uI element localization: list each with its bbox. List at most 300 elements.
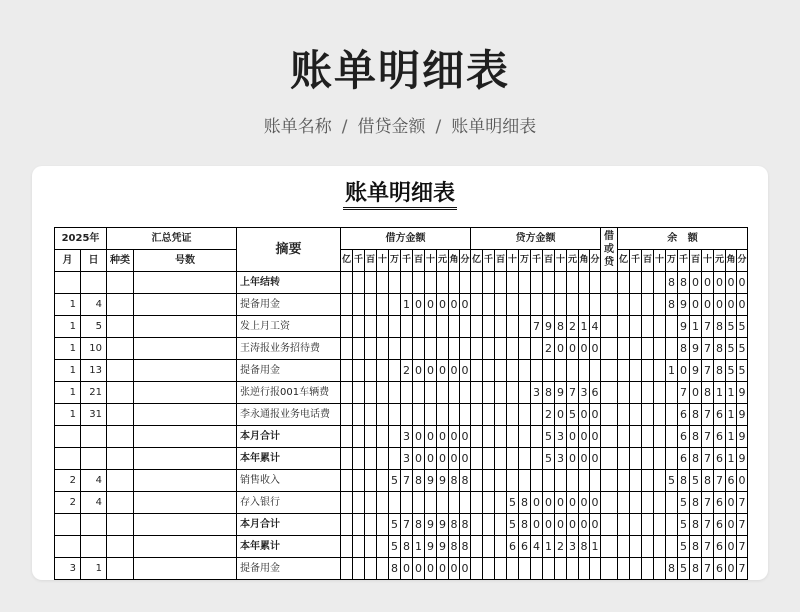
direction-cell[interactable]: [601, 382, 618, 404]
balance-digit-cell[interactable]: 9: [690, 338, 702, 360]
debit-digit-cell[interactable]: [365, 470, 377, 492]
balance-digit-cell[interactable]: 9: [737, 426, 748, 448]
credit-digit-cell[interactable]: [471, 536, 483, 558]
credit-digit-cell[interactable]: [579, 294, 590, 316]
credit-digit-cell[interactable]: 0: [590, 426, 601, 448]
type-cell[interactable]: [107, 360, 134, 382]
credit-digit-cell[interactable]: [483, 558, 495, 580]
direction-cell[interactable]: [601, 360, 618, 382]
debit-digit-cell[interactable]: 0: [413, 294, 425, 316]
breadcrumb-item[interactable]: 账单名称: [263, 117, 332, 137]
table-row[interactable]: [55, 448, 748, 470]
debit-digit-cell[interactable]: [449, 316, 460, 338]
debit-digit-cell[interactable]: 0: [413, 448, 425, 470]
credit-digit-cell[interactable]: 8: [579, 536, 590, 558]
balance-digit-cell[interactable]: 0: [714, 294, 726, 316]
balance-digit-cell[interactable]: 5: [737, 360, 748, 382]
balance-digit-cell[interactable]: 8: [690, 536, 702, 558]
summary-cell[interactable]: 销售收入: [237, 470, 341, 492]
number-cell[interactable]: [134, 316, 237, 338]
balance-digit-cell[interactable]: 7: [702, 514, 714, 536]
balance-digit-cell[interactable]: 8: [690, 404, 702, 426]
balance-digit-cell[interactable]: 7: [702, 404, 714, 426]
debit-digit-cell[interactable]: [389, 272, 401, 294]
debit-digit-cell[interactable]: 5: [389, 514, 401, 536]
day-cell[interactable]: 4: [81, 470, 107, 492]
balance-digit-cell[interactable]: [654, 360, 666, 382]
table-row[interactable]: [55, 316, 748, 338]
debit-digit-cell[interactable]: [341, 448, 353, 470]
credit-digit-cell[interactable]: [471, 426, 483, 448]
number-cell[interactable]: [134, 448, 237, 470]
debit-digit-cell[interactable]: [377, 492, 389, 514]
credit-digit-cell[interactable]: [483, 536, 495, 558]
credit-digit-cell[interactable]: [483, 316, 495, 338]
balance-digit-cell[interactable]: 8: [666, 272, 678, 294]
balance-digit-cell[interactable]: 9: [737, 404, 748, 426]
balance-digit-cell[interactable]: 8: [702, 470, 714, 492]
balance-digit-cell[interactable]: [654, 536, 666, 558]
balance-digit-cell[interactable]: 5: [737, 338, 748, 360]
balance-digit-cell[interactable]: [630, 492, 642, 514]
balance-digit-cell[interactable]: 0: [714, 272, 726, 294]
number-cell[interactable]: [134, 404, 237, 426]
debit-digit-cell[interactable]: 8: [449, 536, 460, 558]
debit-digit-cell[interactable]: [437, 382, 449, 404]
credit-digit-cell[interactable]: 2: [543, 404, 555, 426]
type-cell[interactable]: [107, 316, 134, 338]
credit-digit-cell[interactable]: [495, 272, 507, 294]
credit-digit-cell[interactable]: 0: [567, 448, 579, 470]
debit-digit-cell[interactable]: [365, 294, 377, 316]
credit-digit-cell[interactable]: [567, 272, 579, 294]
debit-digit-cell[interactable]: [377, 294, 389, 316]
balance-digit-cell[interactable]: [630, 294, 642, 316]
credit-digit-cell[interactable]: 0: [531, 492, 543, 514]
credit-digit-cell[interactable]: 3: [579, 382, 590, 404]
debit-digit-cell[interactable]: [401, 404, 413, 426]
debit-digit-cell[interactable]: 0: [413, 558, 425, 580]
debit-digit-cell[interactable]: 0: [413, 360, 425, 382]
balance-digit-cell[interactable]: [618, 316, 630, 338]
credit-digit-cell[interactable]: 8: [543, 382, 555, 404]
balance-digit-cell[interactable]: [630, 382, 642, 404]
debit-digit-cell[interactable]: 8: [449, 514, 460, 536]
debit-digit-cell[interactable]: 0: [460, 426, 471, 448]
credit-digit-cell[interactable]: 2: [567, 316, 579, 338]
balance-digit-cell[interactable]: [618, 558, 630, 580]
balance-digit-cell[interactable]: 5: [678, 514, 690, 536]
credit-digit-cell[interactable]: 0: [590, 514, 601, 536]
credit-digit-cell[interactable]: [519, 316, 531, 338]
credit-digit-cell[interactable]: 6: [507, 536, 519, 558]
balance-digit-cell[interactable]: [618, 536, 630, 558]
day-cell[interactable]: [81, 536, 107, 558]
balance-digit-cell[interactable]: [618, 492, 630, 514]
debit-digit-cell[interactable]: [365, 514, 377, 536]
balance-digit-cell[interactable]: [654, 316, 666, 338]
debit-digit-cell[interactable]: [353, 404, 365, 426]
balance-digit-cell[interactable]: [642, 360, 654, 382]
balance-digit-cell[interactable]: [642, 404, 654, 426]
debit-digit-cell[interactable]: [401, 492, 413, 514]
debit-digit-cell[interactable]: 1: [401, 294, 413, 316]
credit-digit-cell[interactable]: [483, 426, 495, 448]
debit-digit-cell[interactable]: [353, 360, 365, 382]
debit-digit-cell[interactable]: [449, 382, 460, 404]
debit-digit-cell[interactable]: [460, 272, 471, 294]
credit-digit-cell[interactable]: 0: [590, 448, 601, 470]
balance-digit-cell[interactable]: 7: [702, 360, 714, 382]
debit-digit-cell[interactable]: [413, 338, 425, 360]
debit-digit-cell[interactable]: [437, 404, 449, 426]
debit-digit-cell[interactable]: 0: [413, 426, 425, 448]
month-cell[interactable]: [55, 426, 81, 448]
debit-digit-cell[interactable]: [353, 492, 365, 514]
number-cell[interactable]: [134, 338, 237, 360]
credit-digit-cell[interactable]: 0: [590, 404, 601, 426]
credit-digit-cell[interactable]: [471, 294, 483, 316]
balance-digit-cell[interactable]: 0: [737, 272, 748, 294]
balance-digit-cell[interactable]: 9: [737, 382, 748, 404]
credit-digit-cell[interactable]: [531, 272, 543, 294]
credit-digit-cell[interactable]: 0: [579, 338, 590, 360]
balance-digit-cell[interactable]: 7: [702, 316, 714, 338]
credit-digit-cell[interactable]: [507, 558, 519, 580]
credit-digit-cell[interactable]: [507, 272, 519, 294]
credit-digit-cell[interactable]: [555, 272, 567, 294]
debit-digit-cell[interactable]: [401, 272, 413, 294]
number-cell[interactable]: [134, 272, 237, 294]
month-cell[interactable]: [55, 272, 81, 294]
debit-digit-cell[interactable]: [365, 426, 377, 448]
credit-digit-cell[interactable]: [471, 338, 483, 360]
balance-digit-cell[interactable]: 5: [678, 536, 690, 558]
credit-digit-cell[interactable]: [567, 360, 579, 382]
debit-digit-cell[interactable]: 0: [449, 294, 460, 316]
day-cell[interactable]: 1: [81, 558, 107, 580]
credit-digit-cell[interactable]: [579, 360, 590, 382]
month-cell[interactable]: [55, 448, 81, 470]
balance-digit-cell[interactable]: [654, 492, 666, 514]
month-cell[interactable]: [55, 536, 81, 558]
summary-cell[interactable]: 本年累计: [237, 536, 341, 558]
credit-digit-cell[interactable]: [579, 470, 590, 492]
credit-digit-cell[interactable]: [471, 360, 483, 382]
debit-digit-cell[interactable]: [413, 316, 425, 338]
credit-digit-cell[interactable]: 7: [567, 382, 579, 404]
credit-digit-cell[interactable]: 4: [531, 536, 543, 558]
balance-digit-cell[interactable]: [654, 272, 666, 294]
debit-digit-cell[interactable]: 0: [425, 558, 437, 580]
balance-digit-cell[interactable]: 0: [678, 360, 690, 382]
balance-digit-cell[interactable]: [666, 536, 678, 558]
credit-digit-cell[interactable]: [567, 294, 579, 316]
balance-digit-cell[interactable]: 6: [714, 558, 726, 580]
credit-digit-cell[interactable]: [519, 294, 531, 316]
balance-digit-cell[interactable]: 8: [714, 360, 726, 382]
credit-digit-cell[interactable]: [495, 558, 507, 580]
balance-digit-cell[interactable]: 8: [678, 338, 690, 360]
credit-digit-cell[interactable]: [471, 272, 483, 294]
debit-digit-cell[interactable]: 5: [389, 470, 401, 492]
balance-digit-cell[interactable]: 8: [714, 316, 726, 338]
debit-digit-cell[interactable]: [365, 382, 377, 404]
balance-digit-cell[interactable]: [666, 382, 678, 404]
credit-digit-cell[interactable]: [495, 426, 507, 448]
credit-digit-cell[interactable]: [507, 382, 519, 404]
balance-digit-cell[interactable]: [642, 272, 654, 294]
debit-digit-cell[interactable]: [437, 492, 449, 514]
debit-digit-cell[interactable]: [389, 360, 401, 382]
credit-digit-cell[interactable]: 0: [590, 492, 601, 514]
direction-cell[interactable]: [601, 272, 618, 294]
month-cell[interactable]: 2: [55, 492, 81, 514]
month-cell[interactable]: 2: [55, 470, 81, 492]
credit-digit-cell[interactable]: [519, 470, 531, 492]
debit-digit-cell[interactable]: 0: [425, 294, 437, 316]
credit-digit-cell[interactable]: [471, 448, 483, 470]
number-cell[interactable]: [134, 492, 237, 514]
balance-digit-cell[interactable]: [618, 272, 630, 294]
balance-digit-cell[interactable]: 0: [737, 294, 748, 316]
month-cell[interactable]: 1: [55, 338, 81, 360]
balance-digit-cell[interactable]: [666, 448, 678, 470]
debit-digit-cell[interactable]: [365, 404, 377, 426]
credit-digit-cell[interactable]: [471, 404, 483, 426]
debit-digit-cell[interactable]: [377, 470, 389, 492]
debit-digit-cell[interactable]: [341, 316, 353, 338]
debit-digit-cell[interactable]: [425, 492, 437, 514]
balance-digit-cell[interactable]: 1: [666, 360, 678, 382]
debit-digit-cell[interactable]: [353, 470, 365, 492]
credit-digit-cell[interactable]: 9: [543, 316, 555, 338]
debit-digit-cell[interactable]: 0: [449, 426, 460, 448]
debit-digit-cell[interactable]: 0: [449, 448, 460, 470]
summary-cell[interactable]: 王涛报业务招待费: [237, 338, 341, 360]
debit-digit-cell[interactable]: [377, 382, 389, 404]
debit-digit-cell[interactable]: 8: [449, 470, 460, 492]
credit-digit-cell[interactable]: [471, 316, 483, 338]
direction-cell[interactable]: [601, 492, 618, 514]
type-cell[interactable]: [107, 338, 134, 360]
debit-digit-cell[interactable]: 0: [437, 360, 449, 382]
balance-digit-cell[interactable]: [654, 294, 666, 316]
month-cell[interactable]: 1: [55, 382, 81, 404]
credit-digit-cell[interactable]: 6: [519, 536, 531, 558]
balance-digit-cell[interactable]: 0: [737, 470, 748, 492]
debit-digit-cell[interactable]: [353, 382, 365, 404]
type-cell[interactable]: [107, 514, 134, 536]
credit-digit-cell[interactable]: [531, 558, 543, 580]
balance-digit-cell[interactable]: 0: [726, 492, 737, 514]
summary-cell[interactable]: 本年累计: [237, 448, 341, 470]
type-cell[interactable]: [107, 448, 134, 470]
balance-digit-cell[interactable]: [642, 316, 654, 338]
debit-digit-cell[interactable]: 7: [401, 514, 413, 536]
credit-digit-cell[interactable]: [483, 294, 495, 316]
debit-digit-cell[interactable]: [437, 338, 449, 360]
debit-digit-cell[interactable]: 9: [425, 470, 437, 492]
credit-digit-cell[interactable]: [507, 294, 519, 316]
balance-digit-cell[interactable]: 8: [666, 558, 678, 580]
credit-digit-cell[interactable]: [483, 470, 495, 492]
debit-digit-cell[interactable]: 0: [425, 426, 437, 448]
balance-digit-cell[interactable]: [642, 426, 654, 448]
balance-digit-cell[interactable]: [642, 294, 654, 316]
debit-digit-cell[interactable]: 8: [460, 514, 471, 536]
credit-digit-cell[interactable]: 0: [555, 492, 567, 514]
type-cell[interactable]: [107, 404, 134, 426]
balance-digit-cell[interactable]: 1: [690, 316, 702, 338]
debit-digit-cell[interactable]: [389, 316, 401, 338]
credit-digit-cell[interactable]: 0: [543, 514, 555, 536]
credit-digit-cell[interactable]: [483, 382, 495, 404]
number-cell[interactable]: [134, 382, 237, 404]
credit-digit-cell[interactable]: 1: [579, 316, 590, 338]
debit-digit-cell[interactable]: [365, 272, 377, 294]
credit-digit-cell[interactable]: [555, 294, 567, 316]
direction-cell[interactable]: [601, 426, 618, 448]
direction-cell[interactable]: [601, 470, 618, 492]
credit-digit-cell[interactable]: 2: [555, 536, 567, 558]
credit-digit-cell[interactable]: [495, 360, 507, 382]
debit-digit-cell[interactable]: 8: [389, 558, 401, 580]
balance-digit-cell[interactable]: 8: [714, 338, 726, 360]
type-cell[interactable]: [107, 558, 134, 580]
debit-digit-cell[interactable]: 1: [413, 536, 425, 558]
balance-digit-cell[interactable]: 6: [714, 426, 726, 448]
credit-digit-cell[interactable]: [555, 360, 567, 382]
day-cell[interactable]: 10: [81, 338, 107, 360]
credit-digit-cell[interactable]: 0: [555, 514, 567, 536]
type-cell[interactable]: [107, 426, 134, 448]
direction-cell[interactable]: [601, 316, 618, 338]
summary-cell[interactable]: 上年结转: [237, 272, 341, 294]
balance-digit-cell[interactable]: 0: [690, 272, 702, 294]
table-row[interactable]: [55, 294, 748, 316]
debit-digit-cell[interactable]: 0: [425, 448, 437, 470]
type-cell[interactable]: [107, 294, 134, 316]
summary-cell[interactable]: 本月合计: [237, 514, 341, 536]
type-cell[interactable]: [107, 492, 134, 514]
credit-digit-cell[interactable]: [543, 360, 555, 382]
debit-digit-cell[interactable]: 9: [425, 536, 437, 558]
balance-digit-cell[interactable]: 1: [726, 404, 737, 426]
credit-digit-cell[interactable]: [519, 338, 531, 360]
credit-digit-cell[interactable]: [471, 514, 483, 536]
credit-digit-cell[interactable]: [579, 558, 590, 580]
credit-digit-cell[interactable]: [471, 470, 483, 492]
day-cell[interactable]: [81, 448, 107, 470]
direction-cell[interactable]: [601, 558, 618, 580]
debit-digit-cell[interactable]: [377, 426, 389, 448]
credit-digit-cell[interactable]: [555, 558, 567, 580]
balance-digit-cell[interactable]: 7: [702, 338, 714, 360]
balance-digit-cell[interactable]: 0: [726, 514, 737, 536]
debit-digit-cell[interactable]: [353, 536, 365, 558]
debit-digit-cell[interactable]: 9: [437, 514, 449, 536]
balance-digit-cell[interactable]: [654, 404, 666, 426]
credit-digit-cell[interactable]: [507, 470, 519, 492]
debit-digit-cell[interactable]: [389, 404, 401, 426]
day-cell[interactable]: [81, 272, 107, 294]
credit-digit-cell[interactable]: [483, 404, 495, 426]
balance-digit-cell[interactable]: [654, 426, 666, 448]
debit-digit-cell[interactable]: 0: [460, 448, 471, 470]
debit-digit-cell[interactable]: [353, 338, 365, 360]
balance-digit-cell[interactable]: 5: [666, 470, 678, 492]
debit-digit-cell[interactable]: 8: [413, 514, 425, 536]
debit-digit-cell[interactable]: [341, 338, 353, 360]
debit-digit-cell[interactable]: [377, 316, 389, 338]
credit-digit-cell[interactable]: [579, 272, 590, 294]
debit-digit-cell[interactable]: [425, 404, 437, 426]
day-cell[interactable]: 5: [81, 316, 107, 338]
credit-digit-cell[interactable]: 0: [543, 492, 555, 514]
credit-digit-cell[interactable]: [531, 360, 543, 382]
month-cell[interactable]: 1: [55, 404, 81, 426]
debit-digit-cell[interactable]: [389, 426, 401, 448]
debit-digit-cell[interactable]: [449, 404, 460, 426]
balance-digit-cell[interactable]: 7: [737, 492, 748, 514]
credit-digit-cell[interactable]: [495, 448, 507, 470]
balance-digit-cell[interactable]: [618, 514, 630, 536]
debit-digit-cell[interactable]: [413, 382, 425, 404]
debit-digit-cell[interactable]: 8: [460, 470, 471, 492]
balance-digit-cell[interactable]: [666, 426, 678, 448]
balance-digit-cell[interactable]: [654, 558, 666, 580]
credit-digit-cell[interactable]: 0: [579, 404, 590, 426]
balance-digit-cell[interactable]: 0: [726, 294, 737, 316]
table-row[interactable]: [55, 470, 748, 492]
credit-digit-cell[interactable]: [495, 470, 507, 492]
summary-cell[interactable]: 存入银行: [237, 492, 341, 514]
balance-digit-cell[interactable]: [654, 382, 666, 404]
debit-digit-cell[interactable]: [341, 558, 353, 580]
debit-digit-cell[interactable]: [389, 448, 401, 470]
debit-digit-cell[interactable]: [425, 272, 437, 294]
balance-digit-cell[interactable]: 8: [690, 514, 702, 536]
debit-digit-cell[interactable]: [365, 558, 377, 580]
direction-cell[interactable]: [601, 404, 618, 426]
balance-digit-cell[interactable]: 1: [726, 382, 737, 404]
debit-digit-cell[interactable]: 0: [425, 360, 437, 382]
credit-digit-cell[interactable]: 0: [567, 338, 579, 360]
balance-digit-cell[interactable]: 8: [690, 558, 702, 580]
balance-digit-cell[interactable]: 5: [690, 470, 702, 492]
balance-digit-cell[interactable]: 8: [690, 426, 702, 448]
debit-digit-cell[interactable]: 0: [401, 558, 413, 580]
debit-digit-cell[interactable]: [341, 492, 353, 514]
balance-digit-cell[interactable]: 1: [726, 448, 737, 470]
credit-digit-cell[interactable]: [483, 272, 495, 294]
debit-digit-cell[interactable]: [377, 360, 389, 382]
credit-digit-cell[interactable]: [531, 404, 543, 426]
debit-digit-cell[interactable]: 0: [449, 558, 460, 580]
balance-digit-cell[interactable]: [630, 426, 642, 448]
debit-digit-cell[interactable]: [425, 316, 437, 338]
debit-digit-cell[interactable]: 7: [401, 470, 413, 492]
credit-digit-cell[interactable]: 4: [590, 316, 601, 338]
balance-digit-cell[interactable]: [630, 448, 642, 470]
credit-digit-cell[interactable]: [519, 448, 531, 470]
debit-digit-cell[interactable]: 0: [460, 558, 471, 580]
month-cell[interactable]: 1: [55, 316, 81, 338]
credit-digit-cell[interactable]: [567, 470, 579, 492]
credit-digit-cell[interactable]: [495, 294, 507, 316]
debit-digit-cell[interactable]: [413, 404, 425, 426]
